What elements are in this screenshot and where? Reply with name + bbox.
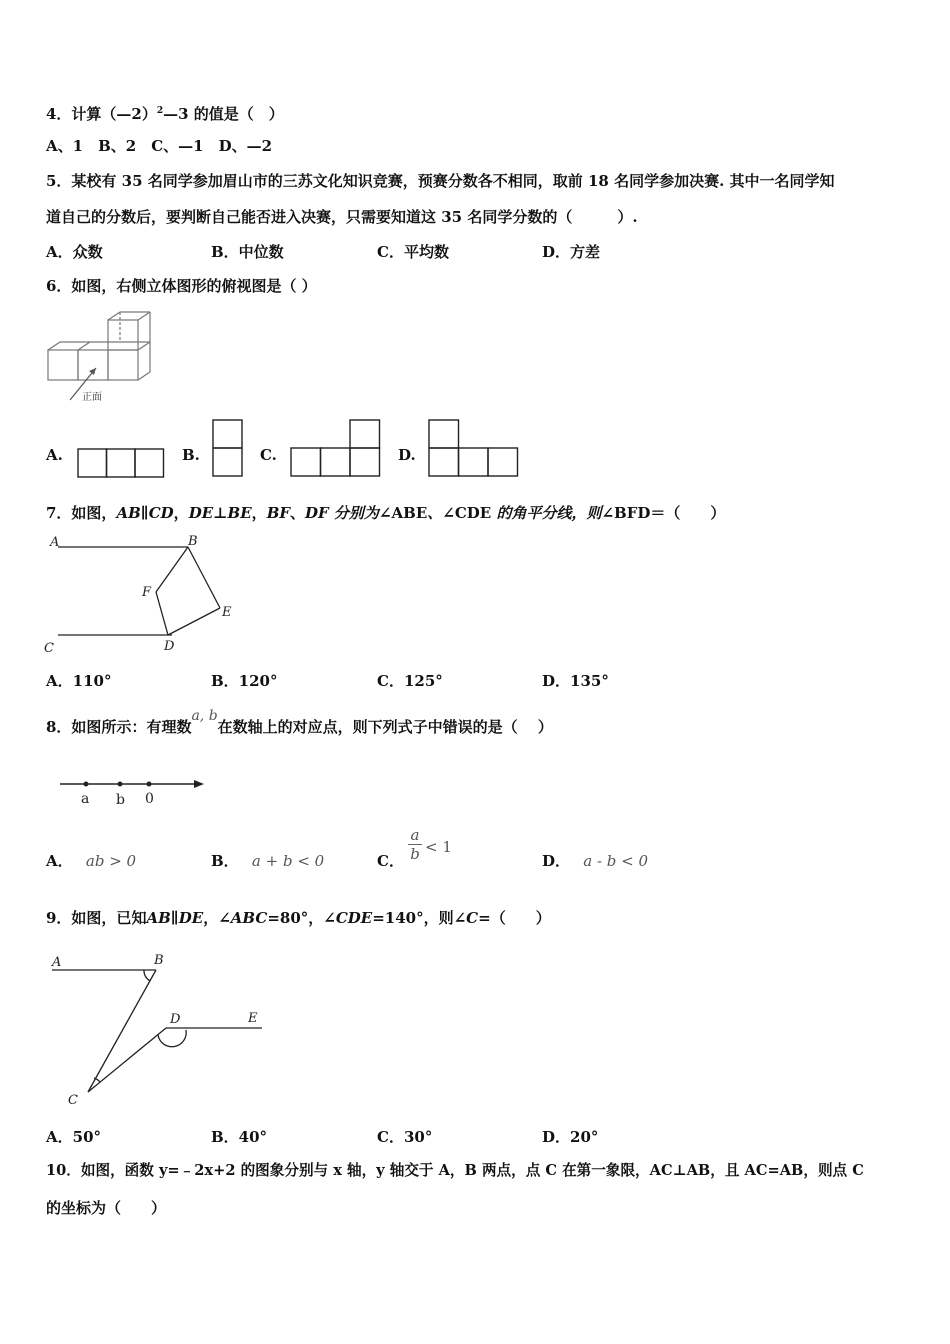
q7-part: ， [173,504,189,522]
q8-number-line [58,774,208,808]
q8-option-a [46,851,136,871]
q9-label-b: B [154,953,164,968]
q8-option-a-letter: A． [46,852,73,870]
q6-option-d: D. [398,446,416,464]
q7-part: BFD [614,504,651,522]
q5-stem-line2: 道自己的分数后，要判断自己能否进入决赛，只需要知道这 35 名同学分数的（ ）. [46,208,638,226]
q8-option-b-letter: B． [211,852,239,870]
q7-stem-num: 7．如图， [46,504,117,522]
q7-option-a: A．110° [46,672,112,690]
q9-part: ∥ [170,909,179,927]
q9-part: =80°，∠ [267,909,336,927]
q9-segment-bc [88,970,156,1092]
q9-part: =140°，则∠ [372,909,467,927]
q7-part: ∥ [140,504,149,522]
q9-part: =（ ） [478,909,551,927]
q7-segment-be [188,547,220,608]
q8-option-d-letter: D． [542,852,571,870]
axis-label-0: 0 [145,791,154,807]
q10-stem-line1: 10．如图，函数 y=﹣2x+2 的图象分别与 x 轴，y 轴交于 A，B 两点，点 C 在第一象限，AC⊥AB，且 AC=AB，则点 C [46,1162,864,1179]
q7-part: DF [305,504,329,522]
q8-option-d [542,851,648,871]
q4-exponent: 2 [156,106,164,116]
q9-figure [48,950,268,1110]
axis-label-a: a [81,791,90,807]
q6-option-c: C. [260,446,277,464]
q6-stem: 6．如图，右侧立体图形的俯视图是（ ） [46,277,317,295]
q8-option-a-math: ab > 0 [85,852,137,870]
q7-label-f: F [142,585,152,600]
q7-part: DE [188,504,214,522]
q8-option-b [211,851,324,871]
q9-option-c: C．30° [377,1128,433,1146]
q6-option-a-figure [77,448,165,478]
q8-stem [46,708,553,738]
q8-option-c-math: < 1 [425,838,452,856]
q9-angle-d [158,1030,186,1047]
q7-part: 的角平分线，则∠ [491,504,615,522]
q7-part: CD [148,504,174,522]
q7-label-d: D [164,639,175,654]
q9-stem-num: 9．如图，已知 [46,909,147,927]
q9-part: CDE [335,909,373,927]
q9-part: DE [178,909,204,927]
q7-segment-fd [156,592,168,635]
q7-option-d: D．135° [542,672,609,690]
q8-option-c-fraction [408,826,422,863]
q8-option-b-math: a + b < 0 [251,852,325,870]
q4-options: A、1 B、2 C、—1 D、—2 [46,137,273,155]
q7-label-a: A [50,535,60,550]
q7-part: ⊥ [213,504,228,522]
q8-option-c-letter: C． [377,852,404,870]
number-line-arrow-icon [194,780,204,788]
q9-part: ，∠ [203,909,231,927]
front-label: 正面 [82,392,102,403]
q7-label-e: E [222,605,232,620]
q9-part: ABC [230,909,268,927]
q4-stem-a: 4．计算（—2） [46,105,157,123]
q7-part: AB [116,504,141,522]
q7-part: 分别为∠ [328,504,392,522]
q8-stem-ab: a, b [191,708,218,724]
q10-stem-line2: 的坐标为（ ） [46,1199,167,1217]
q5-option-b: B．中位数 [211,243,284,261]
q7-part: 、∠ [427,504,455,522]
q7-stem [46,503,725,523]
q6-option-a: A. [46,446,63,464]
q7-part: 、 [290,504,306,522]
fraction-numerator: a [410,826,420,844]
q8-stem-b: 在数轴上的对应点，则下列式子中错误的是（ ） [217,718,553,736]
axis-label-b: b [116,792,125,808]
q9-label-c: C [68,1093,78,1108]
q7-option-b: B．120° [211,672,278,690]
q9-option-a: A．50° [46,1128,102,1146]
q8-option-d-math: a - b < 0 [583,852,649,870]
q9-label-e: E [248,1011,258,1026]
q7-option-c: C．125° [377,672,443,690]
q5-option-d: D．方差 [542,243,601,261]
q7-part: CDE [454,504,492,522]
q9-label-a: A [52,955,62,970]
q7-part: BE [227,504,252,522]
q7-segment-ed [168,608,220,635]
q9-segment-cd [88,1028,166,1092]
q6-option-d-figure [428,419,520,477]
q6-option-b: B. [182,446,200,464]
q7-label-c: C [44,641,54,656]
q7-label-b: B [188,534,198,549]
q4-stem [46,101,284,124]
q9-option-b: B．40° [211,1128,268,1146]
q9-part: C [466,909,479,927]
q5-option-a: A．众数 [46,243,103,261]
q9-option-d: D．20° [542,1128,599,1146]
q9-part: AB [146,909,171,927]
q7-segment-bf [156,547,188,592]
q7-part: ＝（ ） [650,504,726,522]
q7-figure [44,530,244,658]
q8-stem-a: 8．如图所示：有理数 [46,718,192,736]
q7-part: BF [266,504,291,522]
q8-option-c [377,851,404,871]
q9-angle-b [144,970,150,981]
q7-part: ABE [391,504,428,522]
q4-stem-b: —3 的值是（ ） [163,105,284,123]
q9-stem [46,908,551,928]
q5-stem-line1: 5．某校有 35 名同学参加眉山市的三苏文化知识竞赛，预赛分数各不相同，取前 18 名同学参加决赛. 其中一名同学知 [46,172,835,190]
q5-option-c: C．平均数 [377,243,449,261]
fraction-denominator: b [410,845,420,863]
q7-part: ， [251,504,267,522]
q9-label-d: D [170,1012,181,1027]
q6-option-c-figure [290,419,382,477]
q6-option-b-figure [212,419,244,477]
